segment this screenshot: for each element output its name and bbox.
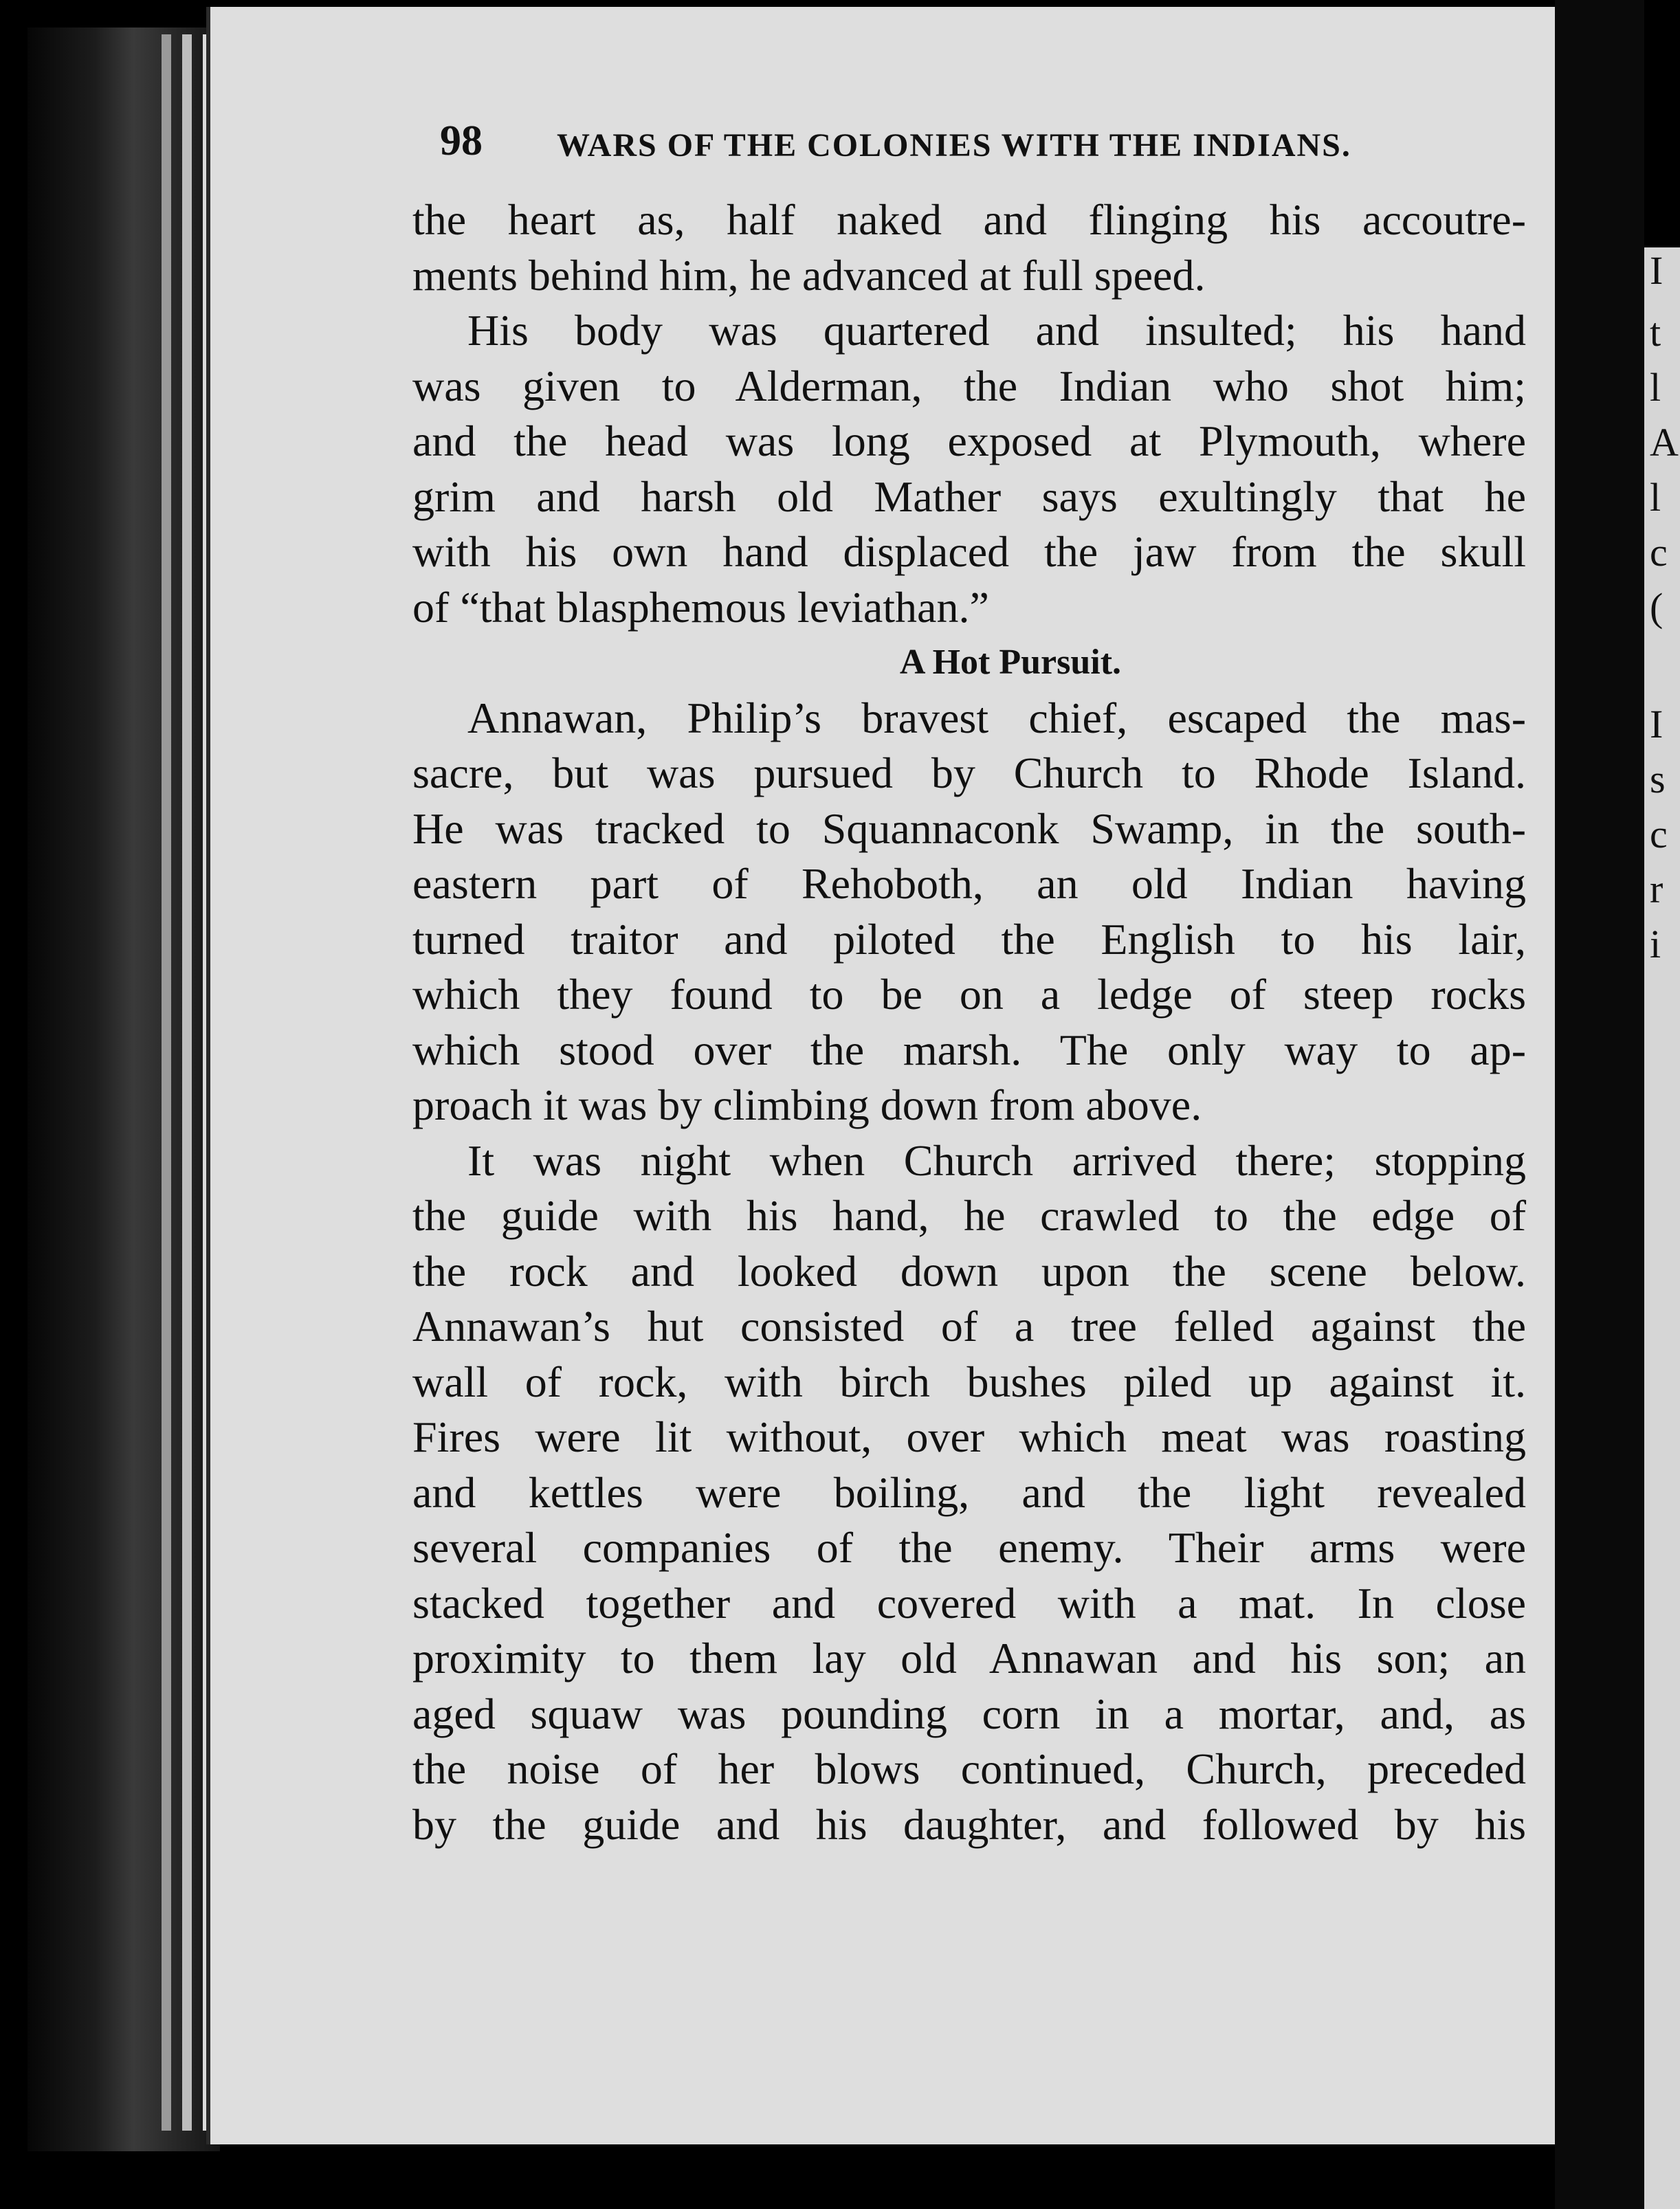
text-line: the rock and looked down upon the scene below.: [412, 1246, 1526, 1296]
text-line: which stood over the marsh. The only way to ap-: [412, 1025, 1526, 1074]
adjacent-page-glyph: c: [1650, 812, 1668, 856]
text-line: He was tracked to Squannaconk Swamp, in the south-: [412, 803, 1526, 853]
text-line: of “that blasphemous leviathan.”: [412, 582, 989, 632]
adjacent-page-glyph: A: [1650, 420, 1679, 465]
text-line: Annawan, Philip’s bravest chief, escaped the mas-: [467, 693, 1526, 742]
adjacent-page-glyph: l: [1650, 365, 1661, 410]
text-line: ments behind him, he advanced at full speed.: [412, 250, 1206, 300]
section-heading: A Hot Pursuit.: [899, 643, 1122, 682]
text-line: His body was quartered and insulted; his hand: [467, 306, 1526, 355]
adjacent-page-glyph: s: [1650, 757, 1666, 801]
text-line: wall of rock, with birch bushes piled up against it.: [412, 1357, 1526, 1406]
text-line: sacre, but was pursued by Church to Rhode Island.: [412, 748, 1526, 797]
page-edge: [162, 34, 171, 2131]
adjacent-page-glyph: I: [1650, 248, 1664, 293]
adjacent-page-glyph: i: [1650, 922, 1661, 966]
page-text: [412, 192, 1526, 1852]
text-line: and the head was long exposed at Plymouth, where: [412, 417, 1526, 465]
text-line: proach it was by climbing down from above.: [412, 1080, 1202, 1129]
gutter-shadow: [1555, 0, 1644, 2209]
text-line: grim and harsh old Mather says exultingly that he: [412, 471, 1526, 521]
text-line: Fires were lit without, over which meat was roasting: [412, 1412, 1526, 1461]
text-line: turned traitor and piloted the English to his lair,: [412, 914, 1526, 964]
running-title: WARS OF THE COLONIES WITH THE INDIANS.: [557, 127, 1351, 164]
text-line: by the guide and his daughter, and followed by his: [412, 1799, 1526, 1849]
text-line: proximity to them lay old Annawan and his son; an: [412, 1634, 1526, 1683]
page-edge: [182, 34, 192, 2131]
text-line: Annawan’s hut consisted of a tree felled against the: [412, 1302, 1526, 1351]
adjacent-page-glyph: I: [1650, 702, 1664, 746]
text-line: eastern part of Rehoboth, an old Indian having: [412, 859, 1526, 908]
page-number: 98: [440, 118, 483, 164]
text-line: aged squaw was pounding corn in a mortar, and, as: [412, 1689, 1526, 1738]
text-line: several companies of the enemy. Their arms were: [412, 1523, 1526, 1572]
adjacent-page-strip: [1644, 247, 1680, 2209]
text-line: the heart as, half naked and flinging his accoutre-: [412, 195, 1526, 244]
text-line: was given to Alderman, the Indian who shot him;: [412, 361, 1526, 410]
text-line: the noise of her blows continued, Church, preceded: [412, 1744, 1526, 1793]
adjacent-page-glyph: l: [1650, 475, 1661, 520]
text-line: which they found to be on a ledge of steep rocks: [412, 970, 1526, 1019]
text-line: with his own hand displaced the jaw from the skull: [412, 527, 1526, 576]
adjacent-page-glyph: t: [1650, 310, 1661, 355]
text-line: the guide with his hand, he crawled to the edge of: [412, 1191, 1526, 1240]
adjacent-page-glyph: (: [1650, 585, 1664, 630]
text-line: stacked together and covered with a mat. In close: [412, 1578, 1526, 1628]
page-header: [440, 117, 1423, 172]
book-spine: [27, 27, 220, 2151]
text-line: and kettles were boiling, and the light revealed: [412, 1467, 1526, 1517]
adjacent-page-glyph: r: [1650, 867, 1664, 911]
text-line: It was night when Church arrived there; stopping: [467, 1135, 1526, 1185]
adjacent-page-glyph: c: [1650, 530, 1668, 575]
